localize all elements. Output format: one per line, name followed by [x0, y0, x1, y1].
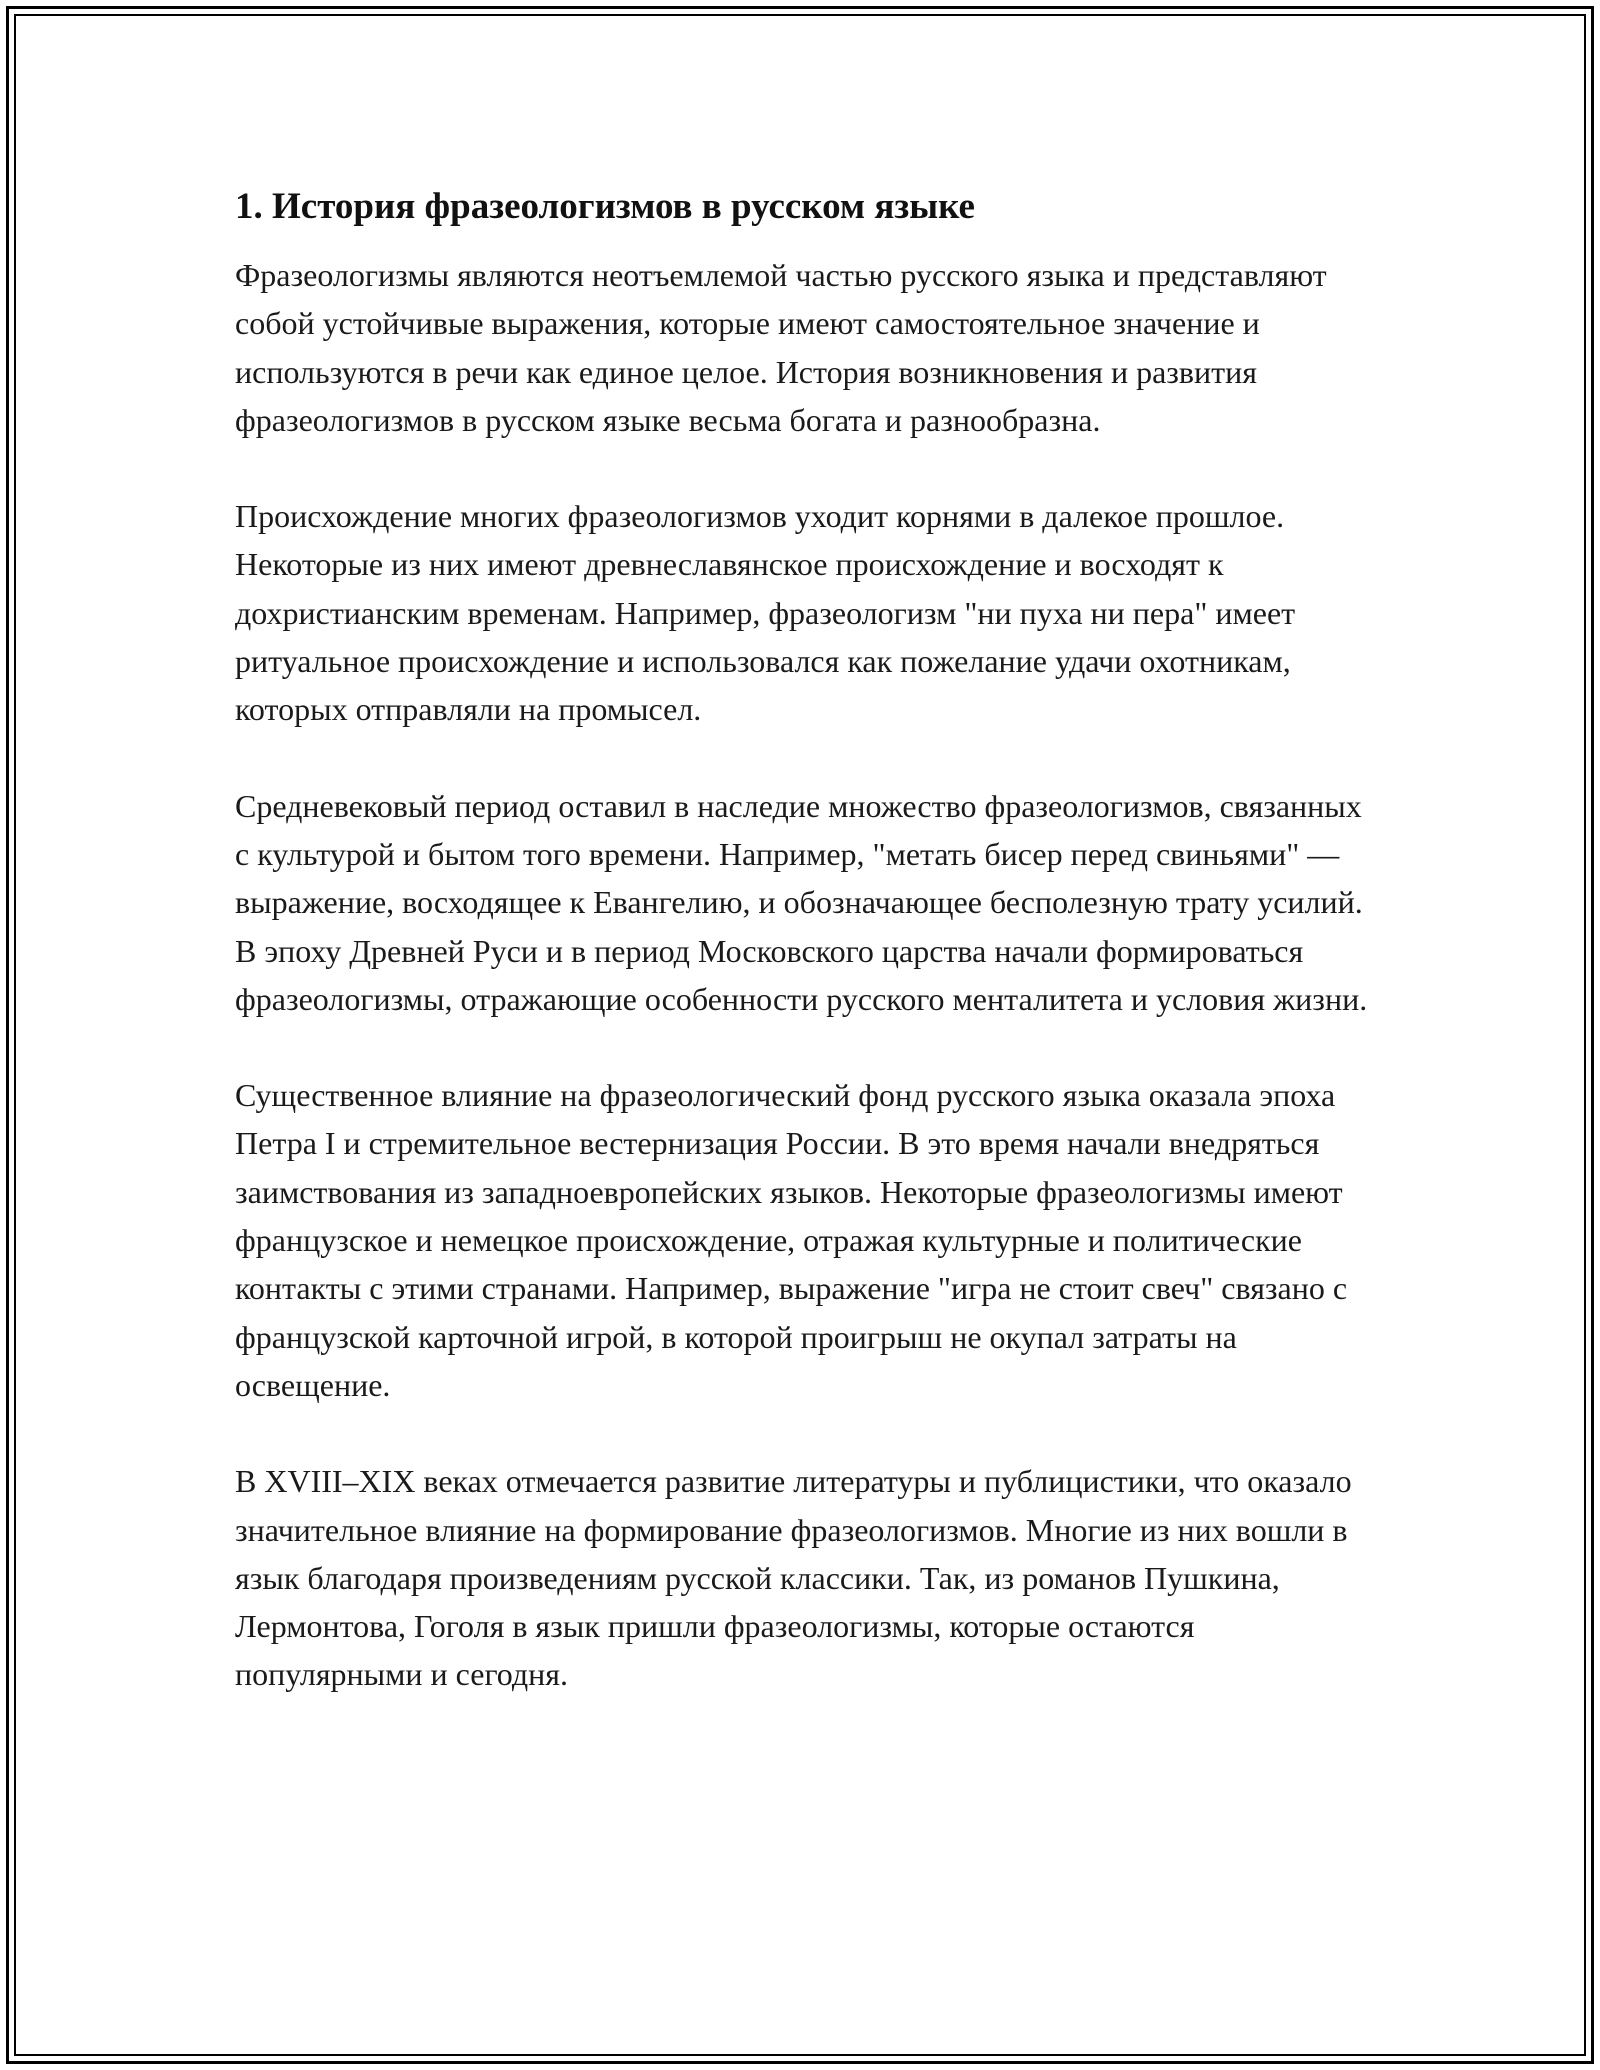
paragraph-peter-era: Существенное влияние на фразеологический фонд русского языка оказала эпоха Петра I и стремительное вестернизация России. В это время начали внедряться заимствования из западноевропейских языков. Некоторые фразеологизмы имеют французское и немецкое происхождение, отражая культурные и политические контакты с этими странами. Например, выражение "игра не стоит свеч" связано с французской карточной игрой, в которой проигрыш не окупал затраты на освещение. — [235, 1077, 1348, 1403]
paragraph-introduction: Фразеологизмы являются неотъемлемой частью русского языка и представляют собой устойчивые выражения, которые имеют самостоятельное значение и используются в речи как единое целое. История возникновения и развития фразеологизмов в русском языке весьма богата и разнообразна. — [235, 257, 1327, 438]
paragraph-literature: В XVIII–XIX веках отмечается развитие литературы и публицистики, что оказало значительное влияние на формирование фразеологизмов. Многие из них вошли в язык благодаря произведениям русской классики. Так, из романов Пушкина, Лермонтова, Гоголя в язык пришли фразеологизмы, которые остаются популярными и сегодня. — [235, 1463, 1352, 1693]
document-body — [235, 183, 1375, 1747]
paragraph-medieval: Средневековый период оставил в наследие множество фразеологизмов, связанных с культурой и бытом того времени. Например, "метать бисер перед свиньями" — выражение, восходящее к Евангелию, и обозначающее бесполезную трату усилий. В эпоху Древней Руси и в период Московского царства начали формироваться фразеологизмы, отражающие особенности русского менталитета и условия жизни. — [235, 787, 1368, 1017]
paragraph-origins: Происхождение многих фразеологизмов уходит корнями в далекое прошлое. Некоторые из них имеют древнеславянское происхождение и восходят к дохристианским временам. Например, фразеологизм "ни пуха ни пера" имеет ритуальное происхождение и использовался как пожелание удачи охотникам, которых отправляли на промысел. — [235, 498, 1296, 728]
document-title: 1. История фразеологизмов в русском языке — [235, 186, 975, 227]
